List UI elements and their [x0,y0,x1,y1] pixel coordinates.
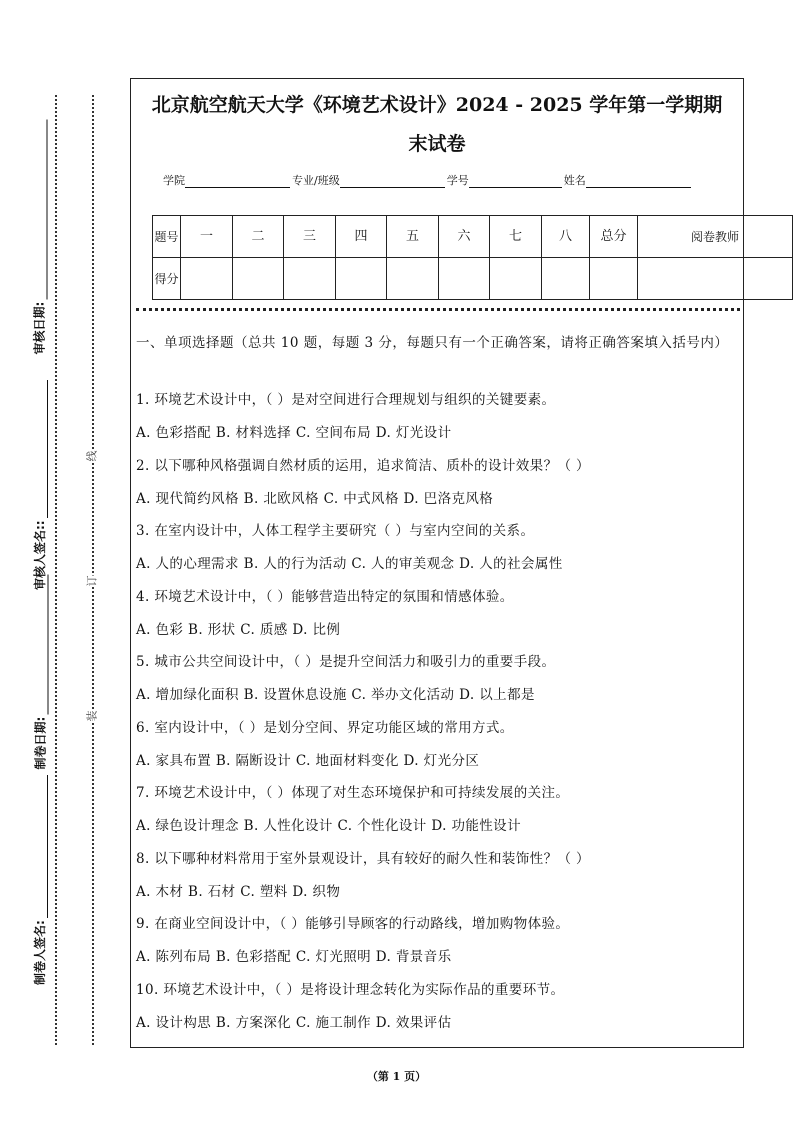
score-cell[interactable] [233,258,284,300]
question-text: 10. 环境艺术设计中，（ ）是将设计理念转化为实际作品的重要环节。 [136,981,565,998]
question-text: 5. 城市公共空间设计中，（ ）是提升空间活力和吸引力的重要手段。 [136,654,556,670]
question-text: 4. 环境艺术设计中，（ ）能够营造出特定的氛围和情感体验。 [136,588,514,605]
binding-mark-ding: 订 [85,575,99,587]
col-header: 阅卷教师 [638,216,793,258]
maker-sign-line [39,775,48,918]
col-header: 三 [284,216,336,258]
reviewer-sign-label: 审核人签名:: [33,520,47,590]
col-header: 四 [336,216,387,258]
score-cell[interactable] [490,258,542,300]
page-number: （第 1 页） [366,1070,427,1083]
question-options: A. 增加绿化面积 B. 设置休息设施 C. 举办文化活动 D. 以上都是 [136,687,535,703]
binding-mark-line: 线 [85,450,99,462]
major-label: 专业/班级 [292,174,340,187]
name-label: 姓名 [563,174,586,187]
binding-dotted-line [92,95,94,1045]
question-options: A. 绿色设计理念 B. 人性化设计 C. 个性化设计 D. 功能性设计 [136,818,521,834]
exam-title: 北京航空航天大学《环境艺术设计》2024 - 2025 学年第一学期期 [151,94,723,116]
student-id-label: 学号 [446,174,469,187]
score-cell[interactable] [336,258,387,300]
question-text: 7. 环境艺术设计中，（ ）体现了对生态环境保护和可持续发展的关注。 [136,785,570,801]
col-header: 七 [490,216,542,258]
score-cell[interactable] [542,258,590,300]
name-field[interactable] [586,175,691,188]
score-cell[interactable] [181,258,233,300]
reviewer-sign-field[interactable] [32,380,48,590]
question-text: 8. 以下哪种材料常用于室外景观设计，具有较好的耐久性和装饰性？（ ） [136,850,590,867]
col-header: 五 [387,216,439,258]
separator-dotted [136,308,740,311]
score-cell[interactable] [387,258,439,300]
make-date-line [40,575,49,715]
student-info-row [163,172,693,188]
review-date-field[interactable] [32,120,48,355]
section-heading: 一、单项选择题（总共 10 题，每题 3 分，每题只有一个正确答案，请将正确答案填入括号内） [136,335,729,351]
question-text: 6. 室内设计中，（ ）是划分空间、界定功能区域的常用方式。 [136,719,514,736]
maker-sign-label: 制卷人签名: [33,920,47,985]
col-header: 八 [542,216,590,258]
question-options: A. 陈列布局 B. 色彩搭配 C. 灯光照明 D. 背景音乐 [136,949,452,965]
binding-mark-zhuang: 装 [85,710,99,722]
score-table [152,215,793,300]
question-text: 3. 在室内设计中，人体工程学主要研究（ ）与室内空间的关系。 [136,523,535,539]
question-options: A. 现代简约风格 B. 北欧风格 C. 中式风格 D. 巴洛克风格 [136,490,494,507]
question-text: 9. 在商业空间设计中，（ ）能够引导顾客的行动路线，增加购物体验。 [136,916,570,932]
col-header: 一 [181,216,233,258]
review-date-line [39,120,48,300]
question-options: A. 色彩搭配 B. 材料选择 C. 空间布局 D. 灯光设计 [136,425,452,441]
question-options: A. 人的心理需求 B. 人的行为活动 C. 人的审美观念 D. 人的社会属性 [136,556,563,572]
row-label: 得分 [153,258,181,300]
reviewer-sign-line [39,380,48,518]
question-text: 1. 环境艺术设计中，（ ）是对空间进行合理规划与组织的关键要素。 [136,392,556,408]
score-row [153,258,793,300]
score-cell[interactable] [439,258,490,300]
exam-title-cont: 末试卷 [408,133,466,155]
question-text: 2. 以下哪种风格强调自然材质的运用，追求简洁、质朴的设计效果？（ ） [136,457,590,474]
score-cell[interactable] [590,258,638,300]
col-header: 二 [233,216,284,258]
question-options: A. 色彩 B. 形状 C. 质感 D. 比例 [136,621,341,638]
make-date-label: 制卷日期: [33,716,48,770]
review-date-label: 审核日期: [32,301,47,355]
col-header: 六 [439,216,490,258]
college-label: 学院 [163,174,185,187]
question-options: A. 设计构思 B. 方案深化 C. 施工制作 D. 效果评估 [136,1014,452,1031]
score-cell[interactable] [638,258,793,300]
score-cell[interactable] [284,258,336,300]
make-date-field[interactable] [33,575,49,770]
major-field[interactable] [340,175,445,188]
col-header: 总分 [590,216,638,258]
header-label: 题号 [153,216,181,258]
binding-dotted-line [55,95,57,1045]
score-header-row [153,216,793,258]
student-id-field[interactable] [469,175,562,188]
question-options: A. 木材 B. 石材 C. 塑料 D. 织物 [136,883,341,900]
college-field[interactable] [185,175,290,188]
maker-sign-field[interactable] [32,775,48,985]
question-options: A. 家具布置 B. 隔断设计 C. 地面材料变化 D. 灯光分区 [136,752,480,769]
